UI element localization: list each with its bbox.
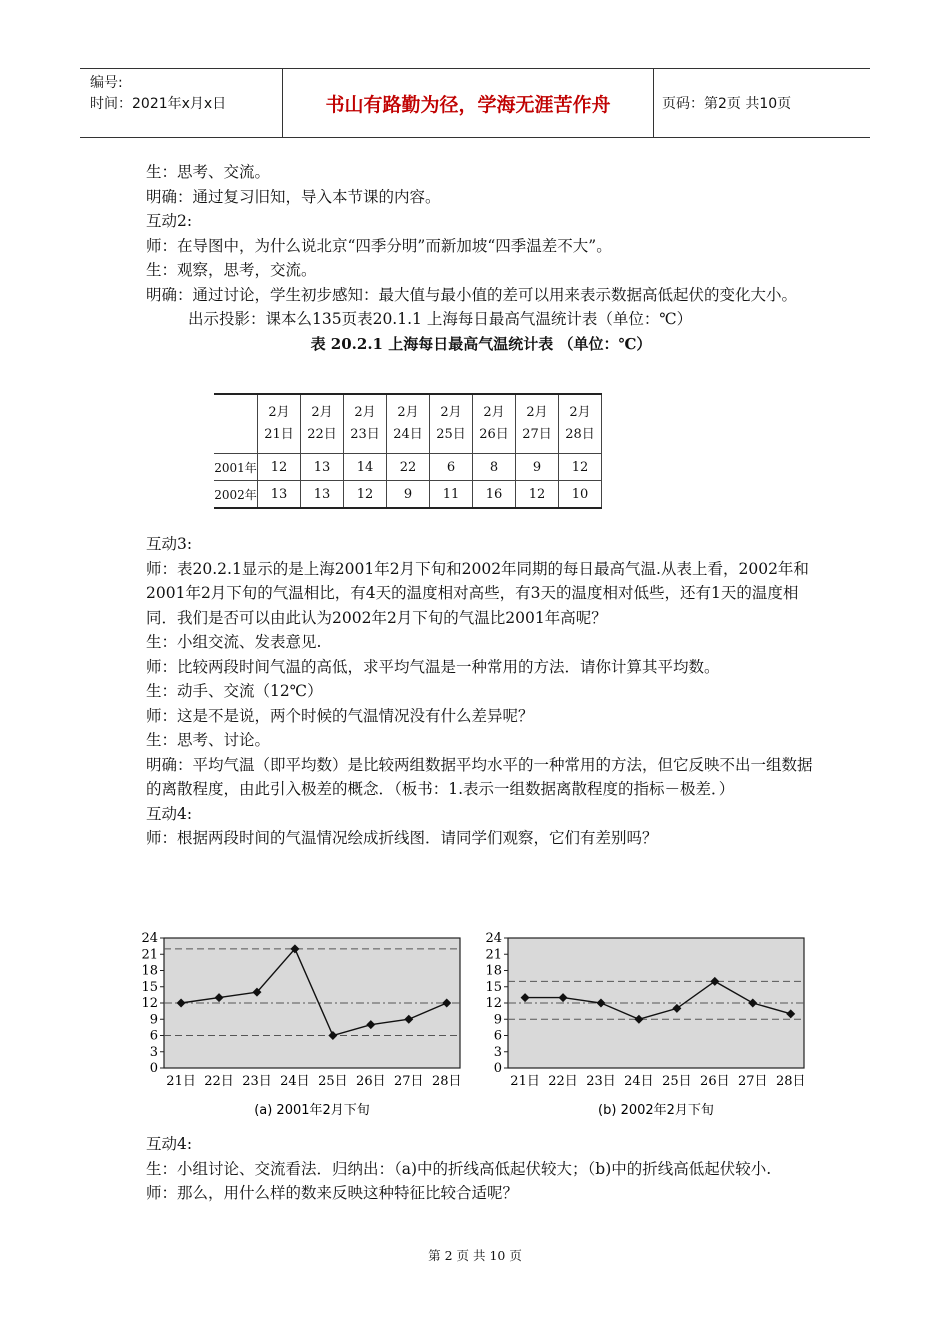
paragraph: 互动3: bbox=[146, 535, 193, 553]
x-tick-label: 22日 bbox=[204, 1074, 234, 1089]
x-tick-label: 23日 bbox=[242, 1074, 272, 1089]
y-tick-label: 21 bbox=[485, 947, 502, 963]
table-cell: 8 bbox=[473, 454, 516, 481]
table-cell: 12 bbox=[516, 481, 559, 509]
x-tick-label: 27日 bbox=[393, 1074, 424, 1089]
table-corner bbox=[214, 394, 258, 454]
chart-title: (a) 2001年2月下旬 bbox=[254, 1103, 370, 1118]
x-tick-label: 26日 bbox=[356, 1074, 386, 1089]
table-cell: 12 bbox=[559, 454, 602, 481]
x-tick-label: 23日 bbox=[586, 1074, 616, 1089]
table-cell: 16 bbox=[473, 481, 516, 509]
page-footer: 第 2 页 共 10 页 bbox=[428, 1248, 522, 1263]
table-header-cell: 2月 28日 bbox=[559, 394, 602, 454]
table-cell: 22 bbox=[387, 454, 430, 481]
table-cell: 6 bbox=[430, 454, 473, 481]
paragraph: 互动4: bbox=[146, 804, 193, 823]
paragraph: 生：动手、交流（12℃） bbox=[146, 682, 323, 700]
table-cell: 12 bbox=[344, 481, 387, 509]
y-tick-label: 18 bbox=[141, 963, 158, 979]
y-tick-label: 21 bbox=[141, 947, 158, 963]
table-cell: 9 bbox=[516, 454, 559, 481]
table-cell: 13 bbox=[301, 454, 344, 481]
table-header-cell: 2月 25日 bbox=[430, 394, 473, 454]
table-row bbox=[214, 454, 602, 481]
paragraph: 师：比较两段时间气温的高低，求平均气温是一种常用的方法．请你计算其平均数。 bbox=[146, 657, 720, 676]
y-tick-label: 15 bbox=[485, 979, 502, 995]
section-3 bbox=[146, 1132, 816, 1206]
x-tick-label: 26日 bbox=[700, 1074, 730, 1089]
table-cell: 11 bbox=[430, 481, 473, 509]
y-tick-label: 0 bbox=[493, 1061, 502, 1076]
y-tick-label: 24 bbox=[485, 932, 502, 946]
time-label: 时间：2021年x月x日 bbox=[90, 96, 227, 112]
y-tick-label: 9 bbox=[149, 1012, 158, 1028]
paragraph: 互动2: bbox=[146, 212, 193, 230]
paragraph: 生：小组讨论、交流看法．归纳出：（a)中的折线高低起伏较大；（b)中的折线高低起伏较小. bbox=[146, 1159, 772, 1178]
y-tick-label: 9 bbox=[493, 1012, 502, 1028]
table-header-cell: 2月 23日 bbox=[344, 394, 387, 454]
table-cell: 13 bbox=[258, 481, 301, 509]
y-tick-label: 6 bbox=[493, 1028, 502, 1044]
paragraph: 明确：平均气温（即平均数）是比较两组数据平均水平的一种常用的方法，但它反映不出一组数据的离散程度，由此引入极差的概念．（板书：1.表示一组数据离散程度的指标－极差．） bbox=[146, 755, 813, 798]
x-tick-label: 25日 bbox=[662, 1074, 692, 1089]
paragraph: 明确：通过复习旧知，导入本节课的内容。 bbox=[146, 187, 441, 206]
header-page: 页码：第2页 共10页 bbox=[662, 96, 792, 112]
temperature-table bbox=[214, 393, 602, 509]
table-row bbox=[214, 481, 602, 509]
paragraph: 明确：通过讨论，学生初步感知：最大值与最小值的差可以用来表示数据高低起伏的变化大小。 bbox=[146, 285, 798, 304]
y-tick-label: 3 bbox=[493, 1044, 502, 1060]
table-cell: 9 bbox=[387, 481, 430, 509]
row-label: 2002年 bbox=[214, 481, 258, 509]
y-tick-label: 12 bbox=[485, 996, 502, 1011]
table-header-row bbox=[214, 394, 602, 454]
x-tick-label: 22日 bbox=[548, 1074, 578, 1089]
y-tick-label: 24 bbox=[141, 932, 158, 946]
table-caption: 表 20.2.1 上海每日最高气温统计表 （单位：℃） bbox=[310, 334, 652, 353]
paragraph: 生：小组交流、发表意见. bbox=[146, 633, 322, 651]
x-tick-label: 24日 bbox=[624, 1074, 654, 1089]
table-cell: 13 bbox=[301, 481, 344, 509]
y-tick-label: 15 bbox=[141, 979, 158, 995]
table-header-cell: 2月 21日 bbox=[258, 394, 301, 454]
row-label: 2001年 bbox=[214, 454, 258, 481]
y-tick-label: 6 bbox=[149, 1028, 158, 1044]
x-tick-label: 28日 bbox=[775, 1074, 806, 1089]
table-cell: 14 bbox=[344, 454, 387, 481]
x-tick-label: 21日 bbox=[510, 1074, 540, 1089]
x-tick-label: 24日 bbox=[280, 1074, 310, 1089]
table-cell: 12 bbox=[258, 454, 301, 481]
x-tick-label: 21日 bbox=[166, 1074, 196, 1089]
line-chart-2001 bbox=[128, 932, 468, 1122]
x-tick-label: 25日 bbox=[318, 1074, 348, 1089]
y-tick-label: 3 bbox=[149, 1044, 158, 1060]
section-1 bbox=[146, 160, 816, 356]
y-tick-label: 18 bbox=[485, 963, 502, 979]
header-motto: 书山有路勤为径，学海无涯苦作舟 bbox=[283, 69, 654, 137]
table-header-cell: 2月 22日 bbox=[301, 394, 344, 454]
paragraph: 师：表20.2.1显示的是上海2001年2月下旬和2002年同期的每日最高气温.从表上看，2002年和2001年2月下旬的气温相比，有4天的温度相对高些，有3天的温度相对低些，还有1天的温度相同．我们是否可以由此认为2002年2月下旬的气温比2001年高呢？ bbox=[146, 559, 809, 627]
y-tick-label: 12 bbox=[141, 996, 158, 1011]
x-tick-label: 27日 bbox=[737, 1074, 768, 1089]
number-label: 编号: bbox=[90, 75, 123, 91]
paragraph: 师：那么，用什么样的数来反映这种特征比较合适呢？ bbox=[146, 1184, 519, 1202]
section-2 bbox=[146, 532, 816, 851]
table-header-cell: 2月 26日 bbox=[473, 394, 516, 454]
line-chart-2002 bbox=[472, 932, 812, 1122]
paragraph: 生：思考、交流。 bbox=[146, 163, 271, 181]
page-header bbox=[80, 68, 870, 138]
paragraph: 互动4: bbox=[146, 1135, 193, 1153]
paragraph: 师：在导图中，为什么说北京“四季分明”而新加坡“四季温差不大”。 bbox=[146, 236, 612, 255]
table-cell: 10 bbox=[559, 481, 602, 509]
y-tick-label: 0 bbox=[149, 1061, 158, 1076]
paragraph: 师：这是不是说，两个时候的气温情况没有什么差异呢？ bbox=[146, 706, 534, 725]
paragraph: 生：观察，思考，交流。 bbox=[146, 261, 317, 279]
projection-line: 出示投影：课本么135页表20.1.1 上海每日最高气温统计表（单位：℃） bbox=[188, 310, 693, 328]
table-header-cell: 2月 24日 bbox=[387, 394, 430, 454]
header-meta bbox=[80, 69, 283, 137]
chart-title: (b) 2002年2月下旬 bbox=[598, 1103, 714, 1118]
x-tick-label: 28日 bbox=[431, 1074, 462, 1089]
table-header-cell: 2月 27日 bbox=[516, 394, 559, 454]
paragraph: 师：根据两段时间的气温情况绘成折线图．请同学们观察，它们有差别吗？ bbox=[146, 829, 658, 847]
paragraph: 生：思考、讨论。 bbox=[146, 731, 271, 749]
